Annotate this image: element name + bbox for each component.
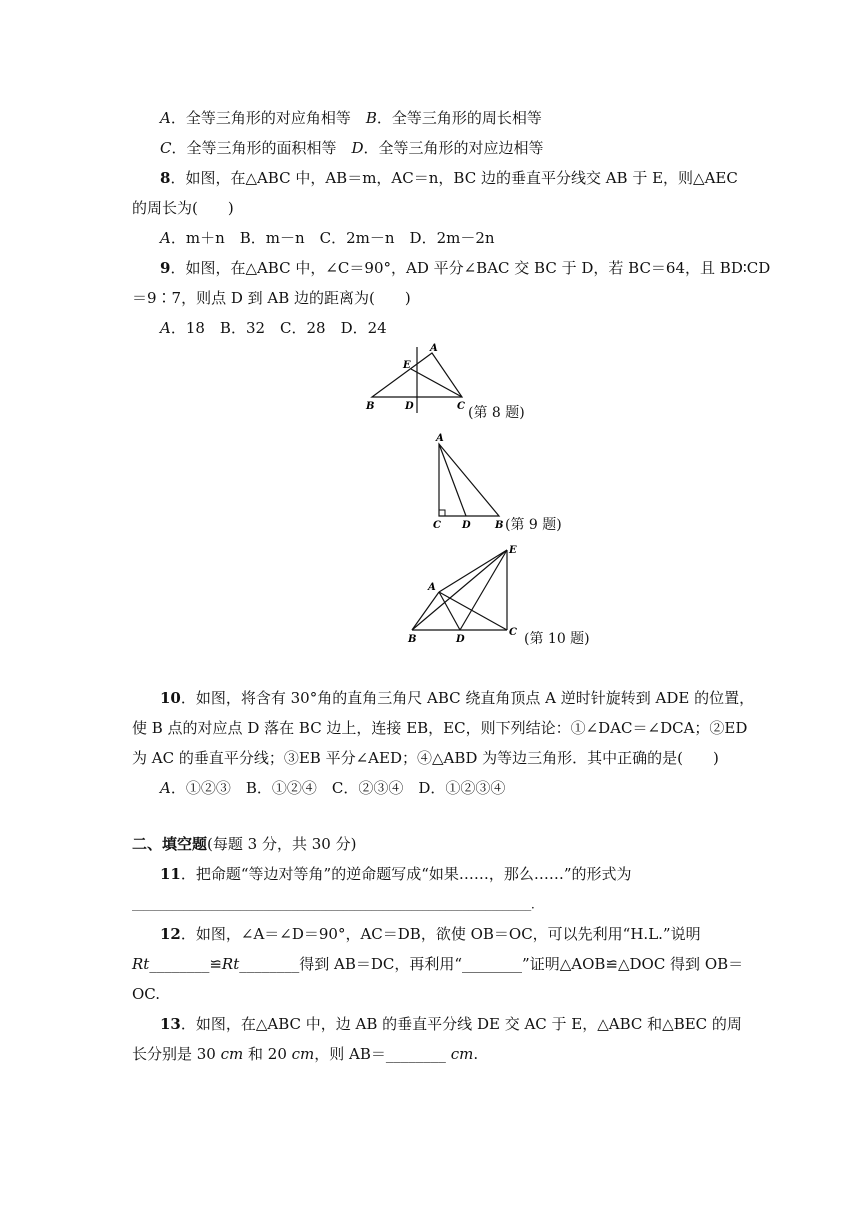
label-b: B [495, 520, 504, 531]
q7-options-row-1 [160, 108, 760, 128]
question-text: ．如图，∠A＝∠D＝90°，AC＝DB，欲使 OB＝OC，可以先利用“H.L.”说明 [180, 925, 701, 943]
unit-cm: cm [220, 1045, 244, 1063]
option-label-a: A [160, 229, 171, 247]
option-label-a: A [160, 319, 171, 337]
question-number: 13 [160, 1015, 181, 1033]
question-text: ．如图，将含有 30°角的直角三角尺 ABC 绕直角顶点 A 逆时针旋转到 ADE 的位置， [180, 689, 755, 707]
question-number: 8 [160, 169, 171, 187]
text-part: 和 20 [243, 1045, 292, 1063]
question-text: ．把命题“等边对等角”的逆命题写成“如果……，那么……”的形式为 [180, 865, 632, 883]
right-angle-mark [439, 510, 445, 516]
option-label-b: B [365, 109, 377, 127]
options-text: ．18 B．32 C．28 D．24 [170, 319, 387, 337]
figure-10-diagram [400, 538, 530, 648]
question-13-line-2 [132, 1044, 732, 1064]
question-12-line-3: OC. [132, 985, 161, 1003]
question-number: 12 [160, 925, 181, 943]
label-c: C [509, 627, 517, 638]
segment-de [460, 550, 507, 630]
question-11-line-1 [160, 864, 732, 884]
question-12-line-2 [132, 954, 744, 974]
label-d: D [462, 520, 471, 531]
label-b: B [408, 634, 417, 645]
question-8-line-1 [160, 168, 760, 188]
label-c: C [433, 520, 441, 531]
label-c: C [457, 401, 465, 412]
label-a: A [430, 343, 438, 354]
label-b: B [366, 401, 375, 412]
figure-9-diagram [425, 430, 515, 532]
section-title: 二、填空题 [132, 835, 208, 853]
label-d: D [456, 634, 465, 645]
label-d: D [405, 401, 414, 412]
text-part: 长分别是 30 [132, 1045, 221, 1063]
option-label-c: C [160, 139, 172, 157]
options-text: ．①②③ B．①②④ C．②③④ D．①②③④ [170, 779, 506, 797]
blank-text: ________得到 AB＝DC，再利用“________”证明△AOB≌△DOC 得到 OB＝ [239, 955, 744, 973]
question-number: 10 [160, 689, 181, 707]
question-10-line-1 [160, 688, 760, 708]
figure-10 [400, 538, 530, 648]
question-11-answer-blank: ______________________________________________________________________． [132, 897, 543, 911]
question-10-line-3: 为 AC 的垂直平分线；③EB 平分∠AED；④△ABD 为等边三角形．其中正确的是( ) [132, 749, 719, 767]
options-text: ．m＋n B．m－n C．2m－n D．2m－2n [170, 229, 495, 247]
rt-label: Rt [221, 955, 240, 973]
question-9-line-1 [160, 258, 771, 278]
segment-ae [439, 550, 507, 592]
unit-cm: cm [450, 1045, 474, 1063]
question-text: ．如图，在△ABC 中，∠C＝90°，AD 平分∠BAC 交 BC 于 D，若 BC＝64，且 BD∶CD [170, 259, 771, 277]
option-label-a: A [160, 779, 171, 797]
option-b-text: ．全等三角形的周长相等 [376, 109, 542, 127]
question-8-line-2: 的周长为( ) [132, 199, 234, 217]
text-part: ，则 AB＝________ [314, 1045, 451, 1063]
option-label-a: A [160, 109, 171, 127]
text-part: . [473, 1045, 479, 1063]
question-12-line-1 [160, 924, 760, 944]
question-number: 11 [160, 865, 181, 883]
question-13-line-1 [160, 1014, 760, 1034]
label-e: E [509, 545, 517, 556]
question-text: ．如图，在△ABC 中，AB＝m，AC＝n，BC 边的垂直平分线交 AB 于 E，则△AEC [170, 169, 738, 187]
label-a: A [428, 582, 436, 593]
segment-ad [439, 444, 466, 516]
question-number: 9 [160, 259, 171, 277]
question-10-line-2: 使 B 点的对应点 D 落在 BC 边上，连接 EB，EC，则下列结论：①∠DAC＝∠DCA；②ED [132, 719, 748, 737]
option-label-d: D [351, 139, 364, 157]
question-text: ．如图，在△ABC 中，边 AB 的垂直平分线 DE 交 AC 于 E，△ABC 和△BEC 的周 [180, 1015, 742, 1033]
unit-cm: cm [291, 1045, 315, 1063]
label-e: E [403, 360, 411, 371]
question-9-options [160, 318, 760, 338]
option-d-text: ．全等三角形的对应边相等 [363, 139, 544, 157]
figure-9 [425, 430, 515, 532]
question-10-options [160, 778, 760, 798]
option-a-text: ．全等三角形的对应角相等 [170, 109, 366, 127]
rt-label: Rt [132, 955, 150, 973]
question-8-options [160, 228, 760, 248]
section-2-heading [132, 834, 732, 854]
triangle-abc [439, 444, 499, 516]
blank-text: ________≌ [149, 955, 222, 973]
label-a: A [436, 433, 444, 444]
figure-9-caption: (第 9 题) [505, 517, 562, 533]
segment-be [412, 550, 507, 630]
question-9-line-2: ＝9∶7，则点 D 到 AB 边的距离为( ) [132, 289, 411, 307]
option-c-text: ．全等三角形的面积相等 [171, 139, 352, 157]
figure-10-caption: (第 10 题) [524, 631, 590, 647]
segment-ec [411, 369, 462, 397]
figure-8-caption: (第 8 题) [468, 405, 525, 421]
q7-options-row-2 [160, 138, 760, 158]
section-note: (每题 3 分，共 30 分) [207, 835, 357, 853]
